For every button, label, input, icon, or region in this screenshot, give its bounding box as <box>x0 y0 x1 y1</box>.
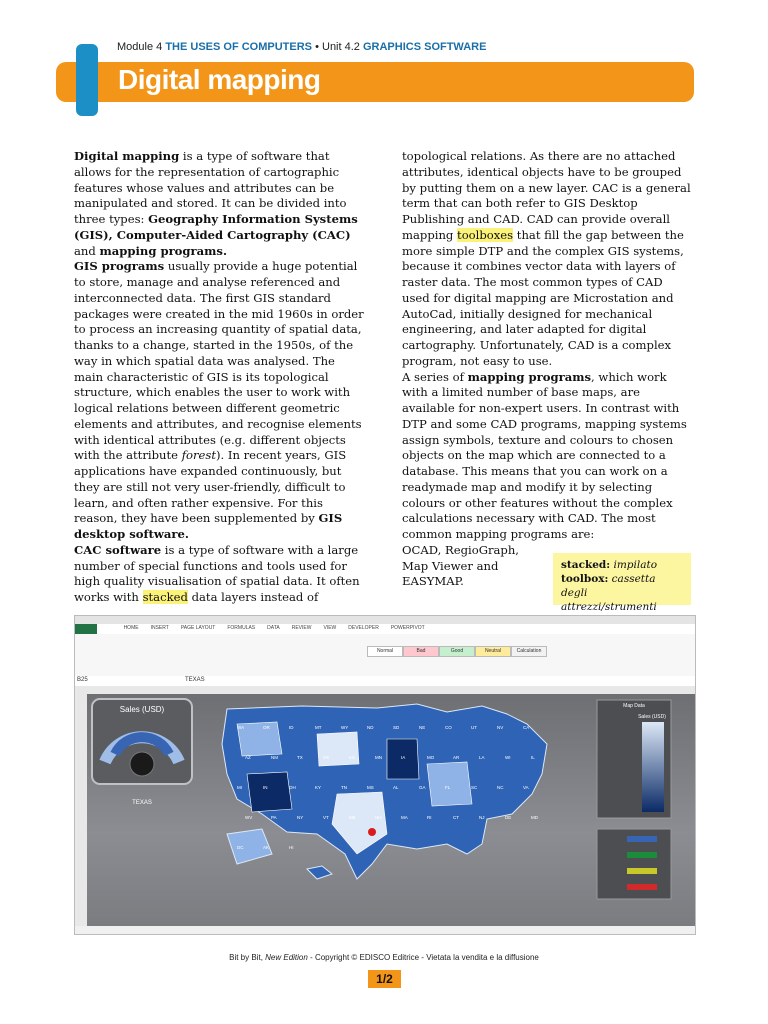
paragraph-cac <box>74 543 364 606</box>
footer-text: Bit by Bit, <box>229 953 266 962</box>
gauge-hub <box>130 752 154 776</box>
scheme-swatch <box>627 868 657 874</box>
selected-state-pin <box>368 828 376 836</box>
state-label-de: DE <box>505 815 512 820</box>
unit-number: Unit 4.2 <box>322 41 360 53</box>
ribbon-tab-data[interactable]: DATA <box>267 625 280 631</box>
state-label-nd: ND <box>367 725 374 730</box>
term-gis-desktop: GIS desktop software. <box>74 511 343 541</box>
paragraph-intro <box>74 149 364 259</box>
page-footer <box>0 953 768 962</box>
map-dashboard <box>87 694 695 926</box>
text-run: is a type of software with a large number of special functions and tools used for high quality visualisation of spatial data. It often works with <box>74 542 360 604</box>
state-label-nv: NV <box>497 725 504 730</box>
scheme-swatch <box>627 884 657 890</box>
region-plains <box>317 732 359 766</box>
term-mapping-programs-2: mapping programs <box>467 369 592 384</box>
ribbon-tab-page-layout[interactable]: PAGE LAYOUT <box>180 625 216 631</box>
ribbon-tab-file[interactable]: FILE <box>101 625 112 631</box>
state-label-ga: GA <box>419 785 426 790</box>
paragraph-gis <box>74 259 364 543</box>
cell-style-good[interactable]: Good <box>439 646 475 657</box>
paragraph-mapping <box>402 370 694 543</box>
file-tab <box>75 624 97 634</box>
state-label-dc: DC <box>237 845 244 850</box>
unit-title: GRAPHICS SOFTWARE <box>362 41 487 53</box>
state-label-ri: RI <box>427 815 432 820</box>
state-label-ca: CA <box>523 725 530 730</box>
state-label-va: VA <box>523 785 529 790</box>
module-title: THE USES OF COMPUTERS <box>165 41 313 53</box>
state-label-la: LA <box>479 755 485 760</box>
state-label-nc: NC <box>497 785 504 790</box>
selected-state-label: TEXAS <box>132 800 152 806</box>
state-label-wy: WY <box>341 725 349 730</box>
excel-map-screenshot <box>74 615 696 935</box>
state-label-or: OR <box>263 725 270 730</box>
state-label-nm: NM <box>271 755 278 760</box>
state-label-wa: WA <box>237 725 245 730</box>
highlight-stacked: stacked <box>142 590 188 604</box>
window-titlebar <box>75 616 695 624</box>
state-label-wi: WI <box>505 755 511 760</box>
state-label-tn: TN <box>341 785 347 790</box>
state-label-nj: NJ <box>479 815 485 820</box>
ribbon-tab-view[interactable]: VIEW <box>323 625 337 631</box>
gauge-title: Sales (USD) <box>119 705 165 714</box>
state-label-wv: WV <box>245 815 253 820</box>
state-label-vt: VT <box>323 815 329 820</box>
region-sw <box>247 772 292 812</box>
right-column <box>402 149 694 590</box>
glossary-entry <box>561 572 683 614</box>
blue-tab-marker <box>76 44 98 116</box>
legend-subtitle: Sales (USD) <box>638 714 666 720</box>
glossary-box <box>553 553 691 613</box>
footer-copyright: - Copyright © EDISCO Editrice - Vietata la vendita e la diffusione <box>307 953 539 962</box>
state-label-ak: AK <box>263 845 270 850</box>
text-run: , which work with a limited number of base maps, are available for non-expert users. In contrast with DTP and some CAD programs, mapping systems assign symbols, texture and colours to chosen objects on the map which are connected to a database. This means that you can work on a readymade map and modify it by selecting colours or other features without the complex calculations necessary with CAD. The most common mapping programs are: <box>402 369 687 541</box>
state-label-ar: AR <box>453 755 460 760</box>
state-label-fl: FL <box>445 785 451 790</box>
state-label-sd: SD <box>393 725 400 730</box>
state-label-ut: UT <box>471 725 477 730</box>
region-east <box>427 762 472 806</box>
ribbon-tab-home[interactable]: HOME <box>123 625 139 631</box>
program-list-line: EASYMAP. <box>402 574 464 589</box>
term-forest: forest <box>181 448 216 463</box>
state-label-sc: SC <box>471 785 478 790</box>
state-label-nh: NH <box>375 815 382 820</box>
hawaii <box>307 866 332 879</box>
glossary-entry <box>561 558 683 572</box>
cell-style-normal[interactable]: Normal <box>367 646 403 657</box>
text-run: and <box>74 243 100 258</box>
state-label-co: CO <box>445 725 452 730</box>
glossary-term: toolbox: <box>561 573 609 585</box>
module-header <box>117 41 486 53</box>
state-label-pa: PA <box>271 815 277 820</box>
glossary-definition: impilato <box>613 559 658 571</box>
state-label-ms: MS <box>367 785 374 790</box>
scheme-swatch <box>627 852 657 858</box>
state-label-in: IN <box>263 785 268 790</box>
cell-style-neutral[interactable]: Neutral <box>475 646 511 657</box>
left-column <box>74 149 364 606</box>
page-title: Digital mapping <box>118 64 321 95</box>
state-label-ne: NE <box>419 725 426 730</box>
glossary-term: stacked: <box>561 559 611 571</box>
text-run: topological relations. As there are no attached attributes, identical objects have to be grouped by putting them on a new layer. CAC is a general term that can both refer to GIS Desktop Publishing and CAD. CAD can provide overall mapping <box>402 149 691 242</box>
highlight-toolboxes: toolboxes <box>457 227 514 242</box>
us-map-dashboard <box>87 694 695 926</box>
program-list-line: OCAD, RegioGraph, <box>402 542 519 557</box>
state-label-ct: CT <box>453 815 459 820</box>
legend-title: Map Data <box>623 703 645 709</box>
state-label-mn: MN <box>375 755 382 760</box>
paragraph-cad <box>402 149 694 370</box>
program-list-line: Map Viewer and <box>402 558 499 573</box>
state-label-tx: TX <box>297 755 303 760</box>
text-run: ). In recent years, GIS applications have expanded continuously, but they are still not very user-friendly, difficult to learn, and often rather expensive. For this reason, they have been supplemented by <box>74 448 347 526</box>
state-label-il: IL <box>531 755 535 760</box>
term-gis-cac: Geography Information Systems (GIS), Computer-Aided Cartography (CAC) <box>74 212 358 242</box>
scheme-swatch <box>627 836 657 842</box>
state-label-ma: MA <box>401 815 408 820</box>
footer-edition: New Edition <box>265 953 308 962</box>
ribbon-tab-labels <box>101 625 437 631</box>
sheet-tabs-bar <box>75 926 695 934</box>
state-label-id: ID <box>289 725 294 730</box>
ribbon-tab-powerpivot[interactable]: POWERPIVOT <box>390 625 425 631</box>
state-label-oh: OH <box>289 785 296 790</box>
state-label-ks: KS <box>349 755 356 760</box>
ribbon-tab-review[interactable]: REVIEW <box>291 625 312 631</box>
ribbon-tab-developer[interactable]: DEVELOPER <box>348 625 379 631</box>
formula-content: TEXAS <box>185 677 205 683</box>
text-run: usually provide a huge potential to store, manage and analyse referenced and interconnected data. The first GIS standard packages were created in the mid 1960s in order to process an increasing quantity of spatial data, thanks to a change, started in the 1950s, of the way in which spatial data was analysed. The main characteristic of GIS is its topological structure, which enables the user to work with logical relations between different geometric elements and attributes, and recognise elements with identical attributes (e.g. different objects with the attribute <box>74 259 364 463</box>
state-label-mi: MI <box>237 785 242 790</box>
text-run: is a type of software that allows for the representation of cartographic features whose values and attributes can be manipulated and stored. It can be divided into three types: <box>74 149 347 226</box>
state-label-al: AL <box>393 785 399 790</box>
module-number: Module 4 <box>117 41 163 53</box>
term-cac-software: CAC software <box>74 542 162 557</box>
legend-scale <box>642 722 664 812</box>
state-label-mt: MT <box>315 725 322 730</box>
state-label-az: AZ <box>245 755 251 760</box>
ribbon-toolbar <box>75 634 695 677</box>
cell-style-bad[interactable]: Bad <box>403 646 439 657</box>
glossary-definition: cassetta degli attrezzi/strumenti <box>561 573 657 613</box>
state-label-ok: OK <box>323 755 330 760</box>
cell-style-calculation[interactable]: Calculation <box>511 646 547 657</box>
text-run: data layers instead of <box>187 590 319 604</box>
state-label-ia: IA <box>401 755 406 760</box>
state-label-me: ME <box>349 815 356 820</box>
state-label-ny: NY <box>297 815 304 820</box>
state-label-hi: HI <box>289 845 294 850</box>
text-run: A series of <box>402 369 468 384</box>
page-number: 1/2 <box>368 970 401 988</box>
state-label-mo: MO <box>427 755 435 760</box>
us-map <box>222 704 547 879</box>
state-label-ky: KY <box>315 785 322 790</box>
ribbon-tab-formulas[interactable]: FORMULAS <box>227 625 256 631</box>
header-bullet: • <box>315 41 319 53</box>
term-digital-mapping: Digital mapping <box>74 149 180 163</box>
term-mapping-programs: mapping programs. <box>99 243 227 258</box>
text-run: that fill the gap between the more simple DTP and the complex GIS systems, because it combines vector data with layers of raster data. The most common types of CAD used for digital mapping are Microstation and AutoCad, initially designed for mechanical engineering, and later adapted for digital cartography. Unfortunately, CAD is a complex program, not easy to use. <box>402 227 684 368</box>
ribbon-tab-insert[interactable]: INSERT <box>150 625 169 631</box>
name-box: B25 <box>77 677 88 683</box>
state-label-md: MD <box>531 815 538 820</box>
term-gis-programs: GIS programs <box>74 259 165 274</box>
